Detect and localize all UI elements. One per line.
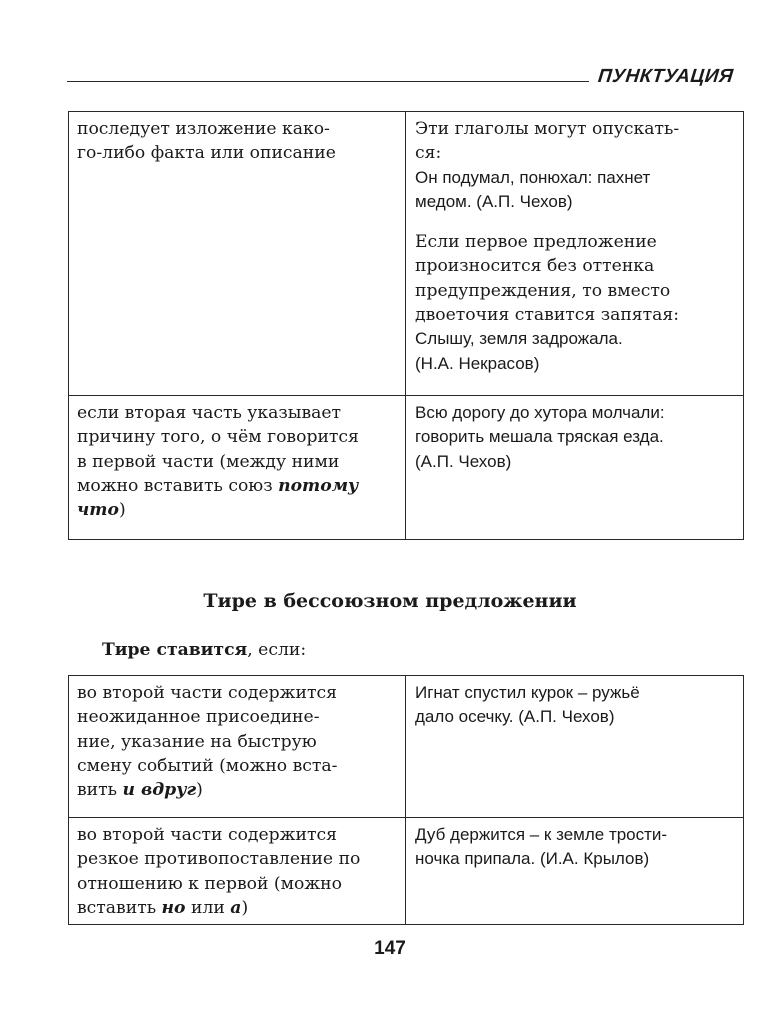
note-text-line: предупреждения, то вместо	[415, 280, 671, 301]
rule-text-line: если вторая часть указывает	[77, 403, 342, 423]
rule-text-fragment: вить	[77, 780, 123, 801]
colon-rules-table	[68, 111, 744, 540]
rule-text-fragment: или	[185, 897, 231, 918]
rule-text-line	[77, 498, 399, 522]
example-text-line: (А.П. Чехов)	[415, 451, 512, 471]
note-text-line: двоеточия ставится запятая:	[415, 305, 680, 326]
example-text-line: Дуб держится – к земле трости-	[415, 825, 668, 844]
example-cell	[406, 676, 744, 818]
rule-text-line: в первой части (между ними	[77, 451, 340, 472]
example-text-line: Игнат спустил курок – ружьё	[415, 683, 640, 702]
note-text-line: Если первое предложение	[415, 232, 657, 253]
table-row	[69, 396, 744, 540]
header-rule	[67, 81, 589, 82]
emphasis-conjunction: потому	[278, 475, 359, 496]
emphasis-conjunction: что	[77, 500, 119, 521]
rule-text-line: ние, указание на быструю	[77, 731, 317, 752]
rule-text-line: резкое противопоставление по	[77, 849, 361, 870]
rule-text-line: отношению к первой (можно	[77, 873, 342, 894]
rule-text-fragment: )	[196, 780, 203, 801]
example-text-line: дало осечку. (А.П. Чехов)	[415, 707, 615, 727]
section-intro	[102, 640, 306, 660]
intro-bold: Тире ставится	[102, 640, 248, 660]
rule-text-fragment: )	[118, 500, 126, 521]
example-text-line: Он подумал, понюхал: пахнет	[415, 167, 651, 187]
dash-rules-table	[68, 675, 744, 925]
rule-text-line: во второй части содержится	[77, 683, 337, 703]
example-cell	[406, 112, 744, 396]
running-header-title: ПУНКТУАЦИЯ	[596, 66, 735, 87]
table-row	[69, 676, 744, 818]
example-text-line: ночка припала. (И.А. Крылов)	[415, 849, 650, 869]
note-text-line: произносится без оттенка	[415, 256, 655, 277]
rule-text-line	[77, 896, 399, 920]
note-text-line: ся:	[415, 143, 442, 164]
emphasis-conjunction: но	[161, 897, 186, 918]
emphasis-conjunction: и вдруг	[122, 780, 197, 801]
rule-cell	[69, 818, 406, 925]
rule-text-fragment: можно вставить союз	[77, 475, 279, 496]
example-cell	[406, 818, 744, 925]
rule-text-line: неожиданное присоедине-	[77, 707, 320, 728]
emphasis-conjunction: а	[230, 897, 242, 918]
page-number: 147	[374, 938, 406, 959]
rule-cell	[69, 112, 406, 396]
rule-text-fragment: вставить	[77, 897, 162, 918]
example-text-line: Всю дорогу до хутора молчали:	[415, 403, 665, 422]
table-row	[69, 112, 744, 396]
rule-text-line	[77, 778, 399, 802]
rule-text-line: причину того, о чём говорится	[77, 427, 359, 448]
rule-cell	[69, 676, 406, 818]
rule-text-line: го-либо факта или описание	[77, 143, 336, 164]
rule-cell	[69, 396, 406, 540]
intro-rest: , если:	[247, 640, 307, 660]
rule-text-line: смену событий (можно вста-	[77, 755, 338, 776]
table-row	[69, 818, 744, 925]
example-text-line: Слышу, земля задрожала.	[415, 329, 623, 349]
example-cell	[406, 396, 744, 540]
example-text-line: медом. (А.П. Чехов)	[415, 191, 573, 211]
section-heading: Тире в бессоюзном предложении	[203, 590, 577, 612]
example-text-line: говорить мешала тряская езда.	[415, 427, 664, 447]
paragraph-gap	[415, 214, 737, 230]
rule-text-line	[77, 474, 399, 498]
rule-text-line: во второй части содержится	[77, 825, 337, 845]
example-text-line: (Н.А. Некрасов)	[415, 353, 540, 373]
note-text-line: Эти глаголы могут опускать-	[415, 119, 680, 139]
rule-text-line: последует изложение како-	[77, 119, 330, 139]
rule-text-fragment: )	[241, 897, 249, 918]
